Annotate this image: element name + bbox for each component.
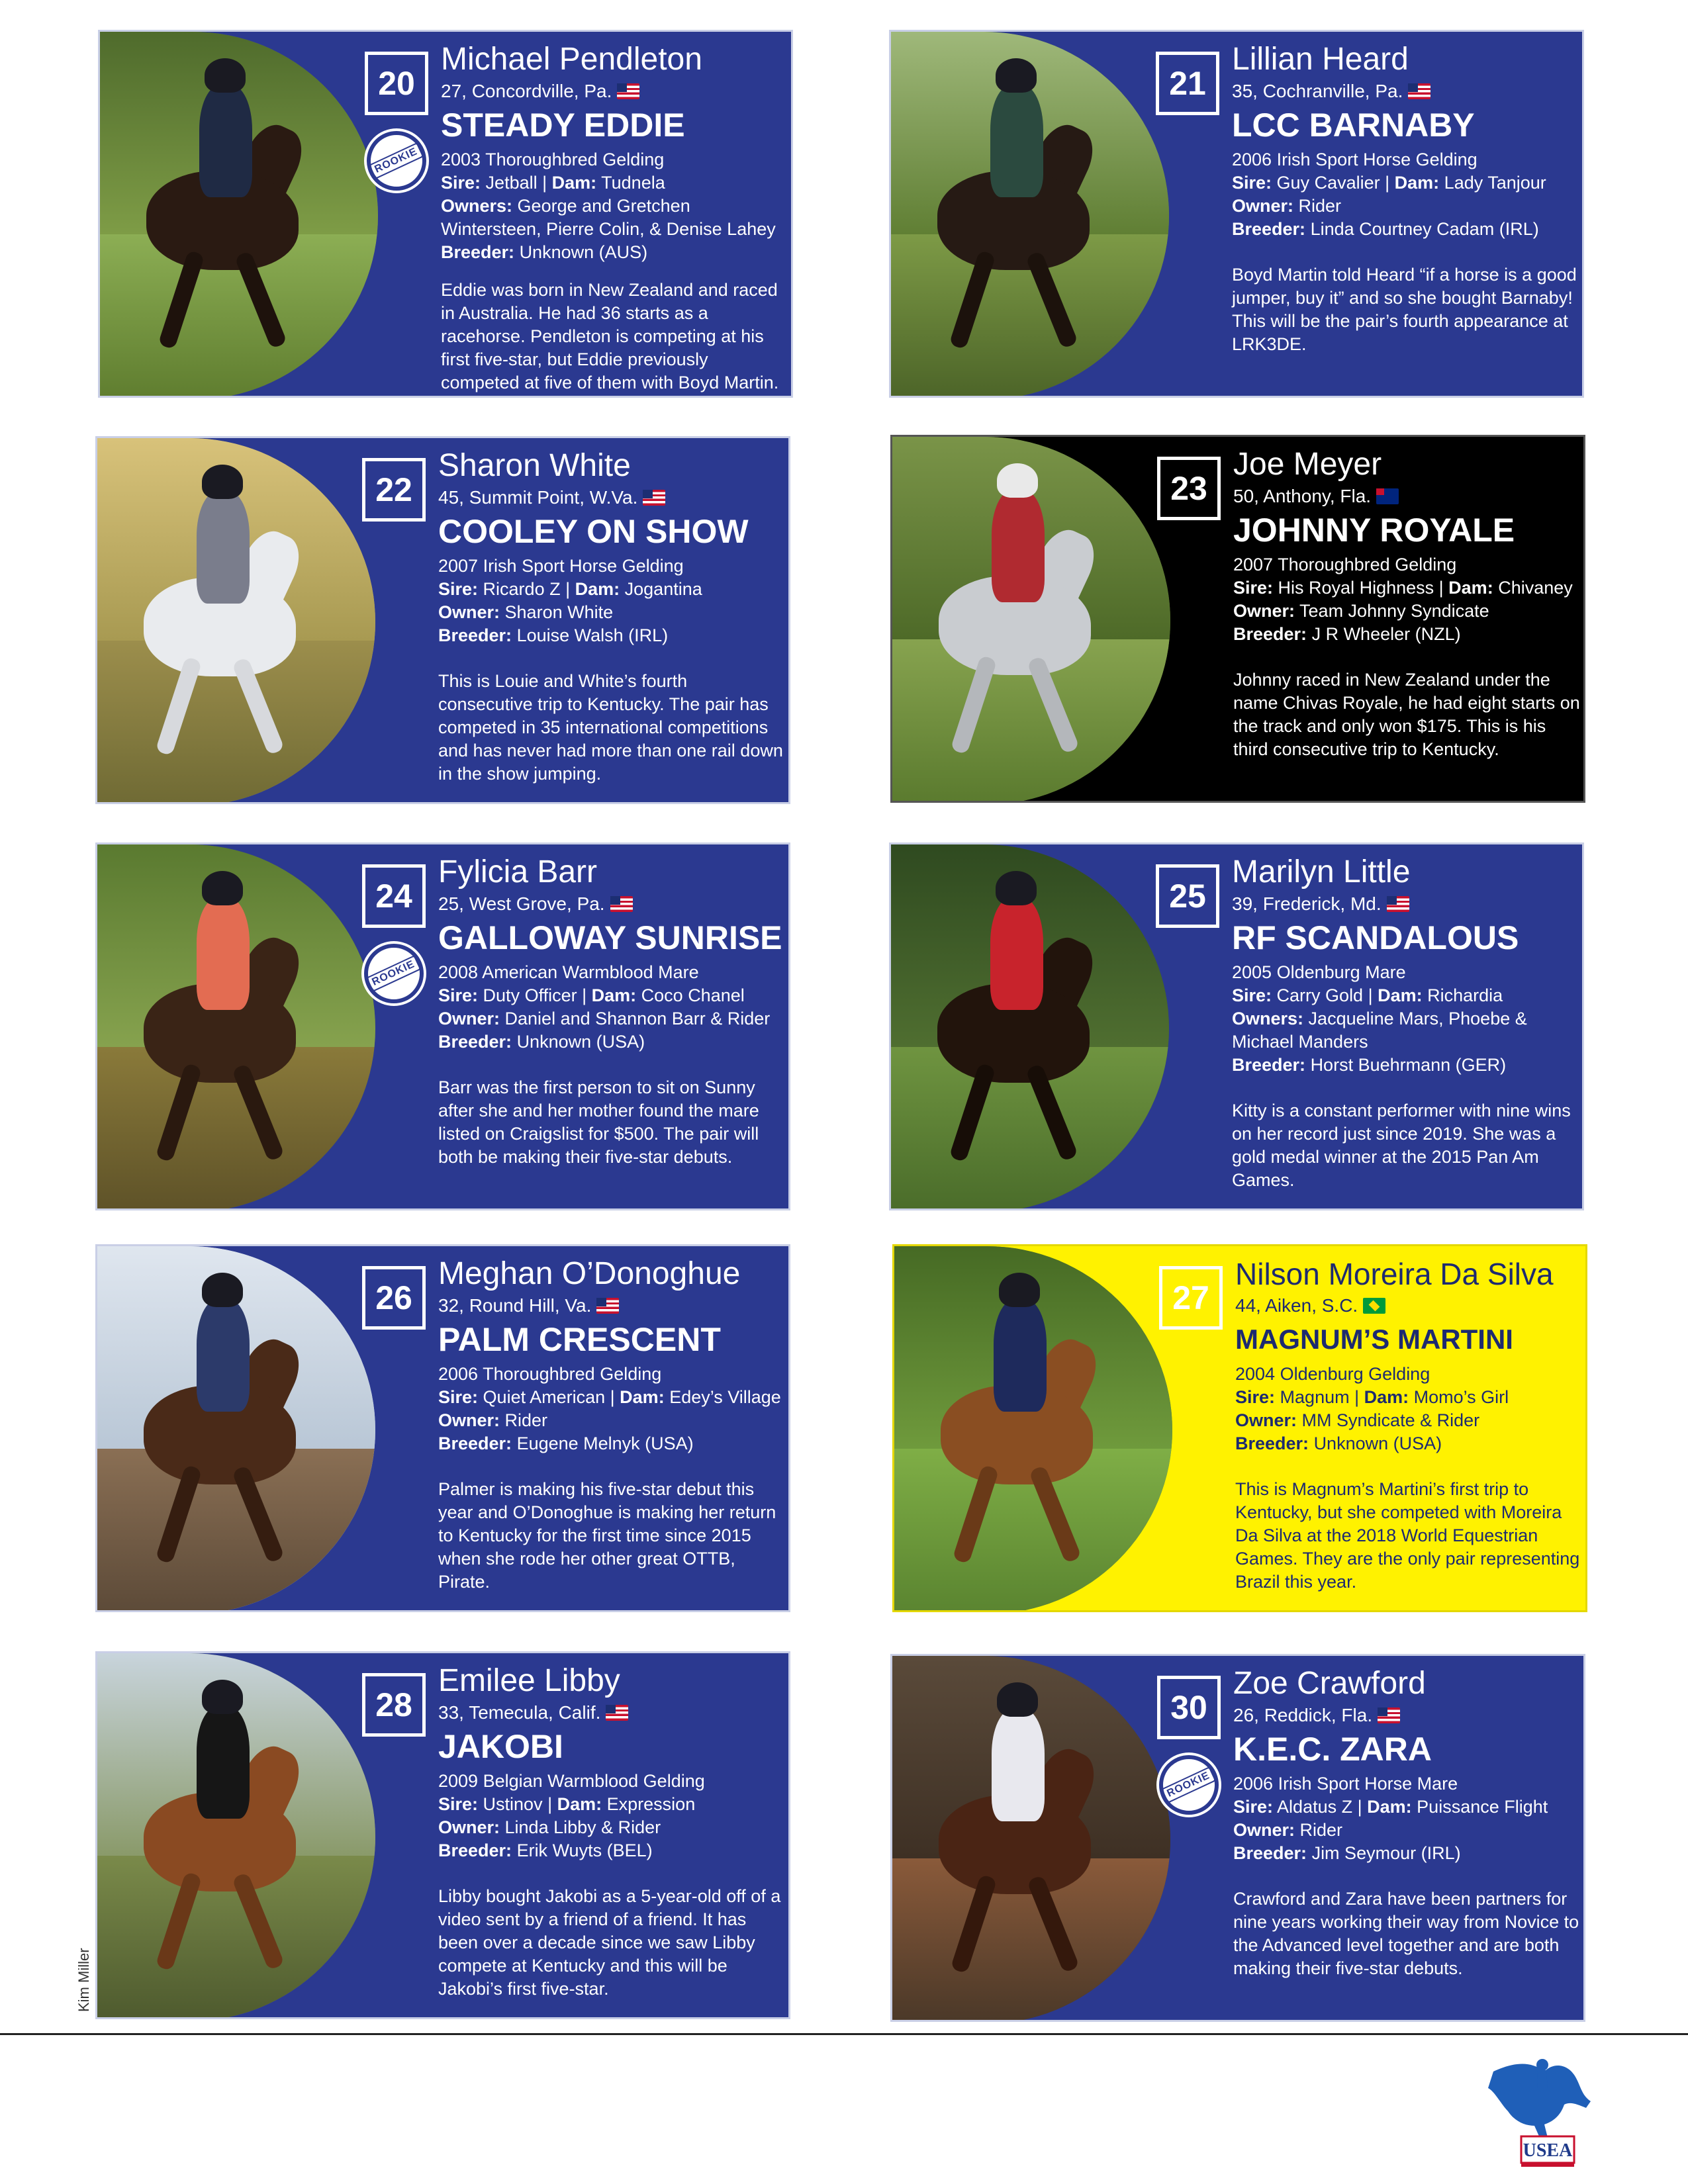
entry-number: 28 bbox=[362, 1673, 426, 1737]
breeder: Breeder: Jim Seymour (IRL) bbox=[1233, 1843, 1461, 1863]
rider-photo bbox=[894, 1246, 1172, 1612]
rider-name: Lillian Heard bbox=[1232, 42, 1409, 77]
entry-number: 27 bbox=[1159, 1266, 1223, 1330]
horse-details bbox=[1232, 148, 1579, 241]
horse-description: 2004 Oldenburg Gelding bbox=[1235, 1364, 1430, 1384]
breeder: Breeder: Erik Wuyts (BEL) bbox=[438, 1841, 653, 1860]
horse-description: 2006 Irish Sport Horse Gelding bbox=[1232, 150, 1477, 169]
rider-photo bbox=[891, 844, 1169, 1210]
entry-card-28 bbox=[95, 1651, 790, 2019]
horse-description: 2007 Thoroughbred Gelding bbox=[1233, 555, 1457, 574]
owner: Owners: Jacqueline Mars, Phoebe & Michael Manders bbox=[1232, 1009, 1527, 1052]
owner: Owner: MM Syndicate & Rider bbox=[1235, 1410, 1480, 1430]
rider-photo bbox=[891, 32, 1169, 398]
us-flag-icon bbox=[1378, 1707, 1400, 1723]
rider-age-hometown: 45, Summit Point, W.Va. bbox=[438, 487, 638, 508]
pedigree: Sire: Ustinov | Dam: Expression bbox=[438, 1794, 696, 1814]
rider-name: Nilson Moreira Da Silva bbox=[1235, 1257, 1554, 1291]
breeder: Breeder: Louise Walsh (IRL) bbox=[438, 625, 669, 645]
rider-photo bbox=[892, 1656, 1170, 2022]
entry-blurb: Kitty is a constant performer with nine wins on her record just since 2019. She was a gold medal winner at the 2015 Pan Am Games. bbox=[1232, 1101, 1571, 1190]
horse-details bbox=[1233, 1772, 1581, 1865]
breeder: Breeder: Unknown (USA) bbox=[438, 1032, 645, 1052]
us-flag-icon bbox=[643, 490, 665, 506]
entry-card-21 bbox=[889, 30, 1584, 398]
horse-description: 2009 Belgian Warmblood Gelding bbox=[438, 1771, 705, 1791]
usea-logo bbox=[1481, 2052, 1601, 2174]
rider-name: Sharon White bbox=[438, 448, 631, 483]
us-flag-icon bbox=[596, 1298, 619, 1314]
horse-details bbox=[438, 1363, 786, 1455]
horse-description: 2005 Oldenburg Mare bbox=[1232, 962, 1406, 982]
owner: Owners: George and Gretchen Wintersteen, Pierre Colin, & Denise Lahey bbox=[441, 196, 776, 239]
breeder: Breeder: Linda Courtney Cadam (IRL) bbox=[1232, 219, 1539, 239]
entry-number: 24 bbox=[362, 864, 426, 928]
entry-number: 21 bbox=[1156, 52, 1219, 115]
entry-card-20 bbox=[98, 30, 793, 398]
rider-name: Zoe Crawford bbox=[1233, 1666, 1426, 1701]
pedigree: Sire: Quiet American | Dam: Edey’s Village bbox=[438, 1387, 781, 1407]
horse-name: RF SCANDALOUS bbox=[1232, 919, 1519, 956]
horse-name: COOLEY ON SHOW bbox=[438, 513, 749, 550]
pedigree: Sire: Duty Officer | Dam: Coco Chanel bbox=[438, 985, 745, 1005]
rider-age-hometown: 33, Temecula, Calif. bbox=[438, 1702, 601, 1723]
entry-blurb: Eddie was born in New Zealand and raced in Australia. He had 36 starts as a racehorse. Pendleton is competing at his first five-star, but Eddie previously competed at five of them with Boyd Martin. bbox=[441, 280, 779, 392]
rider-photo bbox=[97, 844, 375, 1210]
entry-number: 20 bbox=[365, 52, 428, 115]
us-flag-icon bbox=[1408, 83, 1430, 99]
entry-blurb: This is Magnum’s Martini’s first trip to Kentucky, but she competed with Moreira Da Silva at the 2018 World Equestrian Games. They are the only pair representing Brazil this year. bbox=[1235, 1479, 1580, 1592]
footer-divider bbox=[0, 2033, 1688, 2035]
rider-age-hometown: 32, Round Hill, Va. bbox=[438, 1295, 592, 1316]
us-flag-icon bbox=[617, 83, 639, 99]
horse-description: 2006 Thoroughbred Gelding bbox=[438, 1364, 662, 1384]
rider-name: Michael Pendleton bbox=[441, 42, 702, 77]
horse-description: 2003 Thoroughbred Gelding bbox=[441, 150, 665, 169]
rider-age-hometown: 26, Reddick, Fla. bbox=[1233, 1705, 1373, 1725]
horse-name: JOHNNY ROYALE bbox=[1233, 512, 1515, 549]
brazil-flag-icon bbox=[1363, 1298, 1385, 1314]
entry-blurb: Palmer is making his five-star debut this year and O’Donoghue is making her return to Kentucky for the first time since 2015 when she rode her other great OTTB, Pirate. bbox=[438, 1479, 776, 1592]
rookie-badge-icon: ROOKIE bbox=[364, 944, 424, 1003]
entry-card-25 bbox=[889, 842, 1584, 1210]
rookie-badge-icon: ROOKIE bbox=[367, 131, 426, 191]
entry-card-26 bbox=[95, 1244, 790, 1612]
rookie-badge-icon: ROOKIE bbox=[1159, 1755, 1219, 1815]
us-flag-icon bbox=[610, 896, 633, 912]
rider-name: Emilee Libby bbox=[438, 1663, 620, 1698]
rider-age-hometown: 50, Anthony, Fla. bbox=[1233, 486, 1372, 506]
us-flag-icon bbox=[1387, 896, 1409, 912]
rider-age-hometown: 44, Aiken, S.C. bbox=[1235, 1295, 1358, 1316]
rider-name: Meghan O’Donoghue bbox=[438, 1256, 741, 1291]
horse-details bbox=[441, 148, 788, 264]
entry-card-24 bbox=[95, 842, 790, 1210]
rider-name: Marilyn Little bbox=[1232, 854, 1411, 889]
pedigree: Sire: Jetball | Dam: Tudnela bbox=[441, 173, 665, 193]
rider-photo bbox=[97, 1653, 375, 2019]
breeder: Breeder: Unknown (USA) bbox=[1235, 1433, 1442, 1453]
pedigree: Sire: Carry Gold | Dam: Richardia bbox=[1232, 985, 1503, 1005]
breeder: Breeder: Unknown (AUS) bbox=[441, 242, 648, 262]
pedigree: Sire: Guy Cavalier | Dam: Lady Tanjour bbox=[1232, 173, 1546, 193]
horse-details bbox=[438, 555, 786, 647]
entry-blurb: Boyd Martin told Heard “if a horse is a good jumper, buy it” and so she bought Barnaby! This will be the pair’s fourth appearance at LRK3DE. bbox=[1232, 265, 1577, 354]
pedigree: Sire: His Royal Highness | Dam: Chivaney bbox=[1233, 578, 1573, 598]
entry-number: 26 bbox=[362, 1266, 426, 1330]
rider-age-hometown: 35, Cochranville, Pa. bbox=[1232, 81, 1403, 101]
pedigree: Sire: Aldatus Z | Dam: Puissance Flight bbox=[1233, 1797, 1548, 1817]
us-flag-icon bbox=[606, 1705, 628, 1721]
photo-credit: Kim Miller bbox=[75, 1948, 92, 2012]
entry-blurb: Johnny raced in New Zealand under the name Chivas Royale, he had eight starts on the track and only won $175. This is his third consecutive trip to Kentucky. bbox=[1233, 670, 1580, 759]
horse-details bbox=[438, 1770, 786, 1862]
horse-name: PALM CRESCENT bbox=[438, 1321, 721, 1358]
owner: Owner: Daniel and Shannon Barr & Rider bbox=[438, 1009, 771, 1028]
entry-blurb: Barr was the first person to sit on Sunny after she and her mother found the mare listed on Craigslist for $500. The pair will both be making their five-star debuts. bbox=[438, 1077, 759, 1167]
horse-details bbox=[1232, 961, 1579, 1077]
rider-photo bbox=[892, 437, 1170, 803]
usea-logo-text: USEA bbox=[1523, 2140, 1573, 2161]
owner: Owner: Sharon White bbox=[438, 602, 614, 622]
rider-age-hometown: 25, West Grove, Pa. bbox=[438, 893, 605, 914]
rider-age-hometown: 27, Concordville, Pa. bbox=[441, 81, 612, 101]
horse-name: K.E.C. ZARA bbox=[1233, 1731, 1432, 1768]
horse-name: LCC BARNABY bbox=[1232, 107, 1475, 144]
breeder: Breeder: J R Wheeler (NZL) bbox=[1233, 624, 1461, 644]
entry-card-22 bbox=[95, 436, 790, 804]
entry-blurb: Crawford and Zara have been partners for nine years working their way from Novice to the Advanced level together and are both making their five-star debuts. bbox=[1233, 1889, 1579, 1978]
entry-card-23 bbox=[890, 435, 1585, 803]
owner: Owner: Rider bbox=[1232, 196, 1342, 216]
entry-number: 22 bbox=[362, 458, 426, 522]
rider-name: Fylicia Barr bbox=[438, 854, 598, 889]
rider-photo bbox=[97, 438, 375, 804]
entry-card-30 bbox=[890, 1654, 1585, 2022]
horse-description: 2008 American Warmblood Mare bbox=[438, 962, 699, 982]
entry-number: 30 bbox=[1157, 1676, 1221, 1739]
owner: Owner: Rider bbox=[1233, 1820, 1343, 1840]
horse-description: 2007 Irish Sport Horse Gelding bbox=[438, 556, 684, 576]
horse-details bbox=[1235, 1363, 1583, 1455]
owner: Owner: Linda Libby & Rider bbox=[438, 1817, 661, 1837]
entry-number: 23 bbox=[1157, 457, 1221, 520]
entry-blurb: This is Louie and White’s fourth consecutive trip to Kentucky. The pair has competed in 35 international competitions and has never had more than one rail down in the show jumping. bbox=[438, 671, 783, 784]
entry-blurb: Libby bought Jakobi as a 5-year-old off of a video sent by a friend of a friend. It has been over a decade since we saw Libby compete at Kentucky and this will be Jakobi’s first five-star. bbox=[438, 1886, 781, 1999]
entry-card-27 bbox=[892, 1244, 1587, 1612]
nz-flag-icon bbox=[1376, 488, 1399, 504]
pedigree: Sire: Magnum | Dam: Momo’s Girl bbox=[1235, 1387, 1509, 1407]
horse-details bbox=[1233, 553, 1581, 646]
horse-name: STEADY EDDIE bbox=[441, 107, 685, 144]
owner: Owner: Team Johnny Syndicate bbox=[1233, 601, 1489, 621]
horse-details bbox=[438, 961, 786, 1054]
horse-name: GALLOWAY SUNRISE bbox=[438, 919, 782, 956]
rider-age-hometown: 39, Frederick, Md. bbox=[1232, 893, 1382, 914]
breeder: Breeder: Eugene Melnyk (USA) bbox=[438, 1433, 694, 1453]
owner: Owner: Rider bbox=[438, 1410, 548, 1430]
rider-name: Joe Meyer bbox=[1233, 447, 1382, 482]
horse-description: 2006 Irish Sport Horse Mare bbox=[1233, 1774, 1458, 1794]
breeder: Breeder: Horst Buehrmann (GER) bbox=[1232, 1055, 1507, 1075]
horse-name: MAGNUM’S MARTINI bbox=[1235, 1324, 1513, 1355]
rider-photo bbox=[100, 32, 378, 398]
horse-name: JAKOBI bbox=[438, 1728, 563, 1765]
pedigree: Sire: Ricardo Z | Dam: Jogantina bbox=[438, 579, 702, 599]
usea-horse-rider-logo-icon bbox=[1481, 2052, 1601, 2174]
rider-photo bbox=[97, 1246, 375, 1612]
entry-number: 25 bbox=[1156, 864, 1219, 928]
